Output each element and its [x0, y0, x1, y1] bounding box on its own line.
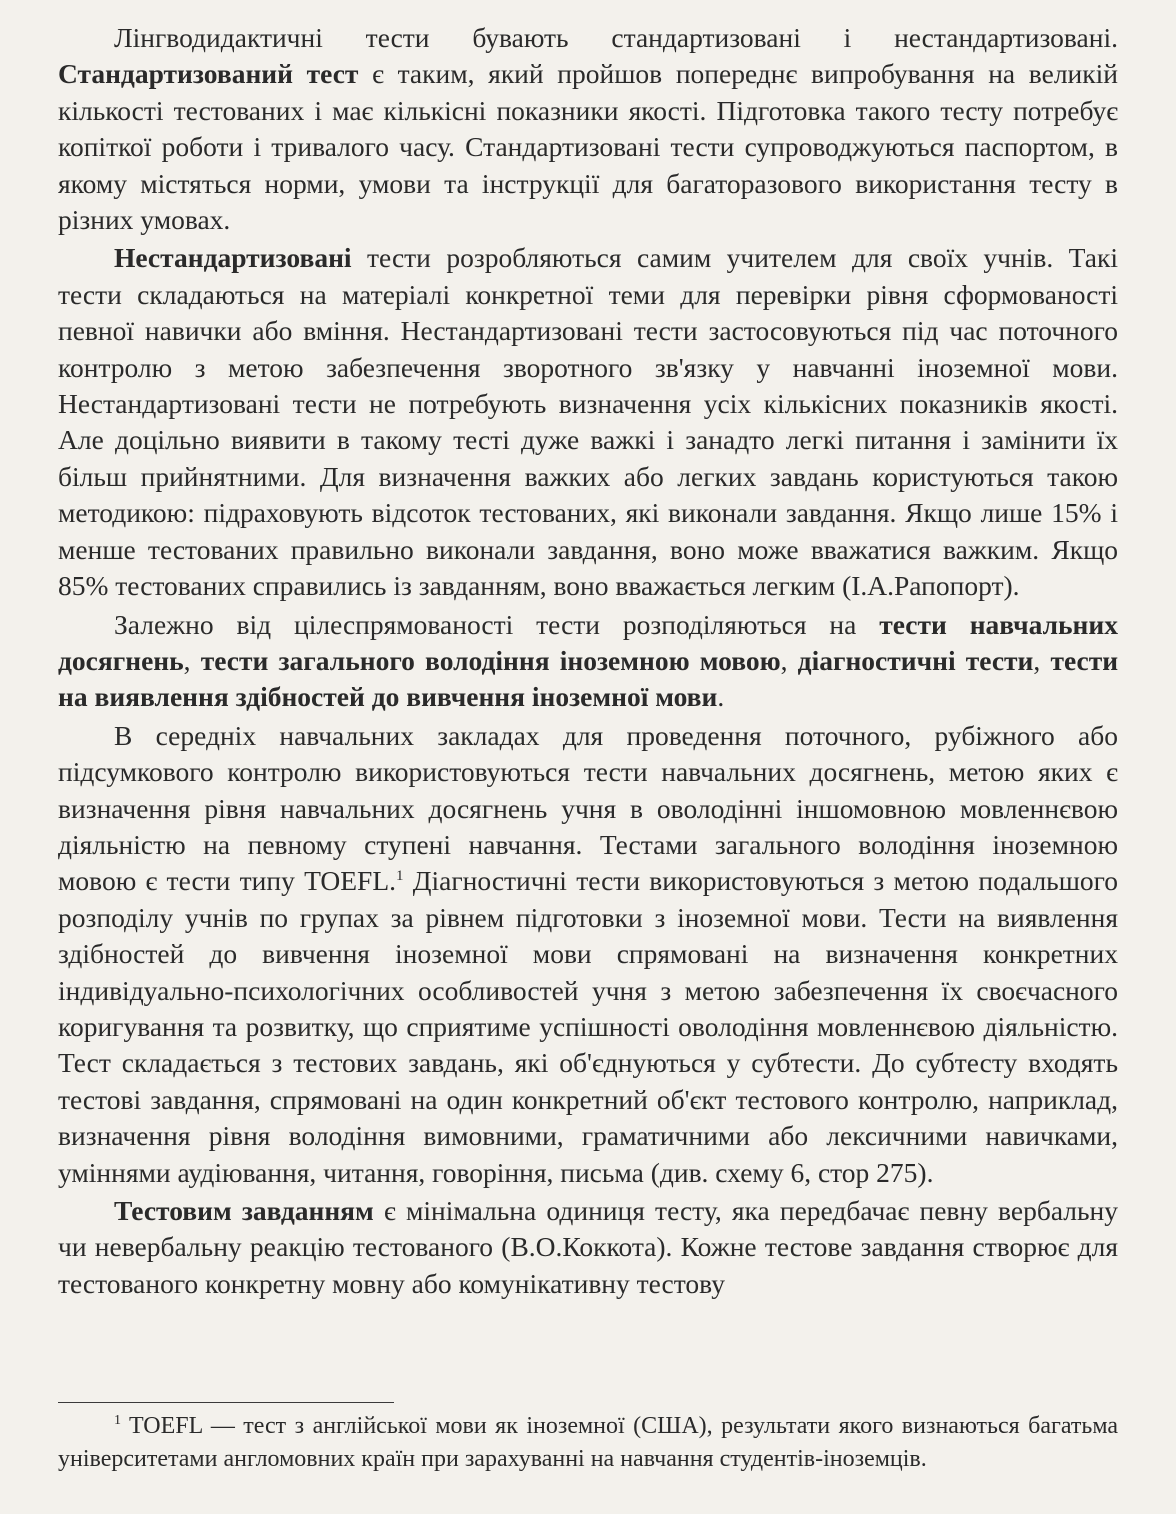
footnote-text: TOEFL — тест з англійської мови як іноземної (США), результати якого визнаються багатьма університетами англомовних країн при зарахуванні на навчання студентів-іноземців. — [58, 1413, 1118, 1472]
text-run: , — [780, 644, 798, 676]
term-proficiency-tests: тести загального володіння іноземною мовою — [200, 644, 781, 676]
text-run: є таким, який пройшов попереднє випробування на великій кількості тестованих і має кількісні показники якості. Підготовка такого тесту потребує копіткої роботи і тривалого часу. Стандартизовані тести супроводжуються паспортом, в якому містяться норми, умови та інструкції для багаторазового використання тесту в різних умовах. — [58, 58, 1118, 236]
text-run: Діагностичні тести використовуються з метою подальшого розподілу учнів по групах за рівнем підготовки з іноземної мови. Тести на виявлення здібностей до вивчення іноземної мови спрямовані на визначення конкретних індивідуально-психологічних особливостей учня з метою забезпечення їх своєчасного коригування та розвитку, що сприятиме успішності оволодіння мовленнєвою діяльністю. Тест складається з тестових завдань, які об'єднуються у субтести. До субтесту входять тестові завдання, спрямовані на один конкретний об'єкт тестового контролю, наприклад, визначення рівня володіння вимовними, граматичними або лексичними навичками, уміннями аудіювання, читання, говоріння, письма (див. схему 6, стор 275). — [58, 865, 1118, 1188]
text-run: . — [717, 681, 725, 713]
text-run: , — [183, 644, 201, 676]
term-achievement-tests: тести навчальних досягнень — [58, 608, 1118, 676]
term-nonstandardized: Нестандартизовані — [114, 242, 352, 274]
term-test-task: Тестовим завданням — [114, 1195, 374, 1226]
footnote-divider — [58, 1402, 394, 1403]
term-standardized-test: Стандартизований тест — [58, 58, 359, 90]
text-run: Залежно від цілеспрямованості тести розподіляються на — [114, 608, 880, 640]
text-run: є мінімальна одиниця тесту, яка передбачає певну вербальну чи невербальну реакцію тестованого (В.О.Коккота). Кожне тестове завдання створює для тестованого конкретну мовну або комунікативну тестову — [58, 1195, 1118, 1299]
footnote-reference: 1 — [396, 868, 404, 885]
text-run: тести розробляються самим учителем для своїх учнів. Такі тести складаються на матеріалі конкретної теми для перевірки рівня сформованості певної навички або вміння. Нестандартизовані тести застосовуються під час поточного контролю з метою забезпечення зворотного зв'язку у навчанні іноземної мови. Нестандартизовані тести не потребують визначення усіх кількісних показників якості. Але доцільно виявити в такому тесті дуже важкі і занадто легкі питання і замінити їх більш прийнятними. Для визначення важких або легких завдань користуються такою методикою: підраховують відсоток тестованих, які виконали завдання. Якщо лише 15% і менше тестованих правильно виконали завдання, воно може вважатися важким. Якщо 85% тестованих справились із завданням, воно вважається легким (І.А.Рапопорт). — [58, 242, 1118, 602]
text-run: Лінгводидактичні тести бувають стандартизовані і нестандартизовані. — [114, 22, 1118, 53]
footnote — [58, 1410, 1118, 1475]
footnote-marker: 1 — [114, 1413, 121, 1428]
paragraph-nonstandardized — [58, 240, 1118, 604]
text-run: В середніх навчальних закладах для проведення поточного, рубіжного або підсумкового контролю використовуються тести навчальних досягнень, метою яких є визначення рівня навчальних досягнень учня в оволодінні іншомовною мовленнєвою діяльністю на певному ступені навчання. Тестами загального володіння іноземною мовою є тести типу TOEFL. — [58, 719, 1118, 897]
term-aptitude-tests: тести на виявлення здібностей до вивчення іноземної мови — [58, 644, 1119, 713]
term-diagnostic-tests: діагностичні тести — [797, 644, 1034, 676]
text-run: , — [1033, 644, 1051, 676]
main-text — [58, 20, 1118, 1302]
paragraph-secondary-schools — [58, 718, 1118, 1191]
paragraph-test-task — [58, 1193, 1118, 1302]
paragraph-standardized — [58, 20, 1118, 238]
paragraph-test-types — [58, 607, 1118, 716]
